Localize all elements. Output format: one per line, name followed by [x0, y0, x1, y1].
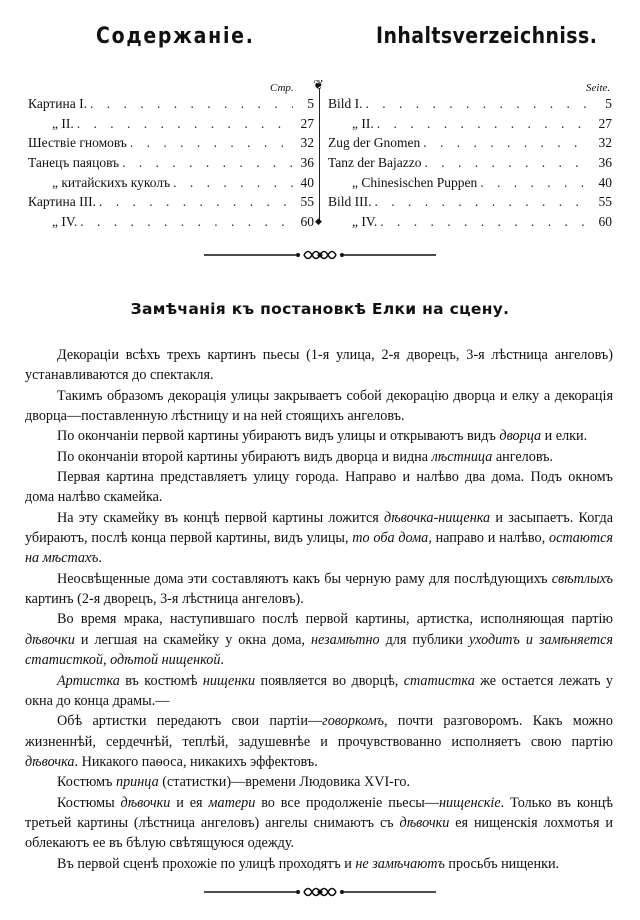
emphasis-text: нищенскіе — [438, 794, 501, 811]
paragraph-text: Первая картина представляетъ улицу города. Направо и налѣво два дома. Подъ окномъ дома налѣво скамейка. — [25, 469, 613, 506]
body-paragraph — [25, 386, 613, 427]
toc-leader-dots — [380, 214, 591, 230]
toc-headings — [0, 24, 640, 60]
paragraph-text: Костюмъ — [57, 774, 116, 791]
emphasis-text: остаются на мѣстахъ — [25, 530, 614, 567]
toc-entry-label: Tanz der Bajazzo — [328, 155, 422, 171]
body-paragraph — [25, 772, 613, 792]
paragraph-text: По окончаніи первой картины убираютъ видъ улицы и открываютъ видъ — [57, 428, 500, 445]
toc-leader-dots — [377, 116, 591, 132]
toc-entry — [28, 135, 314, 155]
body-paragraph — [25, 854, 613, 874]
paragraph-text: , почти разговоромъ. Какъ можно жизненнѣй, сердечнѣй, теплѣй, задушевнѣе и прочувствованно исполняетъ свою партію — [25, 713, 613, 750]
toc-entry — [28, 175, 314, 195]
emphasis-text: статистка — [403, 672, 475, 689]
toc-entry — [28, 194, 314, 214]
emphasis-text: Артистка — [57, 672, 120, 689]
toc-leader-dots — [423, 135, 591, 151]
toc-entry-page: 36 — [300, 155, 314, 171]
toc-entry-label: „ Chinesischen Puppen — [352, 174, 478, 190]
toc-entry — [28, 155, 314, 175]
emphasis-text: лѣстница — [431, 448, 493, 465]
paragraph-text: и елки. — [541, 428, 588, 445]
paragraph-text: Во время мрака, наступившаго послѣ первой картины, артистка, исполняющая партію — [57, 611, 613, 628]
body-paragraph — [25, 711, 613, 772]
ornament-divider-bottom-icon — [200, 884, 440, 900]
toc-entry-page: 55 — [300, 194, 314, 210]
paragraph-text: ея нищенскія лохмотья и облекаютъ ее въ бѣлую свѣтящуюся одежду. — [25, 814, 613, 852]
paragraph-text: для публики — [379, 631, 470, 648]
emphasis-text: принца — [115, 774, 159, 791]
paragraph-text: Костюмы — [57, 794, 121, 811]
paragraph-text: . Только въ концѣ третьей картины (лѣстница ангеловъ) ангелы снимаютъ съ — [25, 794, 614, 831]
toc-entry-page: 60 — [598, 214, 612, 230]
paragraph-text: ангеловъ. — [492, 448, 554, 465]
toc-entry-page: 40 — [300, 174, 314, 190]
paragraph-text: и ея — [170, 794, 209, 811]
toc-entry-label: Bild I. — [328, 96, 363, 111]
emphasis-text: незамѣтно — [310, 631, 380, 648]
toc-entry-page: 60 — [300, 214, 314, 230]
body-paragraph — [25, 508, 613, 569]
emphasis-text: матери — [208, 794, 256, 811]
paragraph-text: Такимъ образомъ декорація улицы закрываетъ собой декорацію дворца и елку а декорація дворца—поставленную лѣстницу и на ней стоящихъ ангеловъ. — [25, 387, 613, 425]
column-divider-flourish-icon: ❦ — [313, 78, 324, 93]
toc-entry — [328, 96, 612, 116]
body-paragraph — [25, 447, 613, 467]
body-paragraph — [25, 671, 613, 712]
paragraph-text: Декораціи всѣхъ трехъ картинъ пьесы (1-я улица, 2-я дворецъ, 3-я лѣстница ангеловъ) устанавливаются до спектакля. — [25, 347, 613, 384]
toc-entry — [328, 194, 612, 214]
paragraph-text: и засыпаетъ. Когда убираютъ, послѣ конца первой картины, видъ улицы, — [25, 509, 613, 547]
emphasis-text: дѣвочки — [399, 814, 450, 831]
emphasis-text: дѣвочка-нищенка — [384, 509, 491, 526]
paragraph-text: , направо и налѣво, — [428, 530, 549, 547]
emphasis-text: свѣтлыхъ — [551, 570, 613, 587]
paragraph-text: . — [98, 550, 102, 567]
paragraph-text: . Никакого паѳоса, никакихъ эффектовъ. — [74, 753, 318, 770]
toc-leader-dots — [375, 194, 592, 210]
emphasis-text: дѣвочки — [120, 794, 171, 811]
toc-entry-page: 5 — [307, 96, 314, 111]
column-divider-end-icon: ◆ — [315, 217, 322, 227]
toc-leader-dots — [366, 96, 591, 112]
body-paragraph — [25, 609, 613, 670]
toc-entry-label: Картина I. — [28, 96, 87, 111]
toc-leader-dots — [173, 175, 293, 191]
toc-entry — [328, 116, 612, 136]
body-paragraph — [25, 569, 613, 610]
paragraph-text: просьбъ нищенки. — [444, 855, 560, 872]
paragraph-text: во все продолженіе пьесы— — [255, 794, 439, 811]
toc-entry — [28, 214, 314, 234]
emphasis-text: нищенки — [202, 672, 256, 689]
toc-entry-page: 32 — [300, 135, 314, 151]
paragraph-text: (статистки)—времени Людовика XVI-го. — [158, 774, 410, 791]
toc-entry — [28, 96, 314, 116]
paragraph-text: картинъ (2-я дворецъ, 3-я лѣстница ангеловъ). — [25, 591, 304, 608]
toc-entry — [328, 135, 612, 155]
emphasis-text: то оба дома — [352, 530, 429, 547]
toc-entry-label: Танецъ паяцовъ — [28, 155, 120, 171]
paragraph-text: появляется во дворцѣ, — [255, 672, 404, 689]
emphasis-text: дѣвочки — [25, 631, 75, 648]
toc-entry — [328, 155, 612, 175]
toc-entry-page: 32 — [598, 135, 612, 151]
toc-entry-label: „ IV. — [352, 214, 378, 230]
paragraph-text: Неосвѣщенные дома эти составляютъ какъ бы черную раму для послѣдующихъ — [57, 570, 552, 587]
toc-leader-dots — [122, 155, 293, 171]
toc-leader-dots — [80, 214, 293, 230]
toc-entry-label: Картина III. — [28, 194, 96, 210]
column-divider — [319, 88, 320, 222]
body-text — [25, 345, 613, 874]
section-title: Замѣчанія къ постановкѣ Елки на сцену. — [130, 300, 510, 318]
ornament-divider-icon — [200, 247, 440, 263]
toc-list-russian — [28, 96, 314, 234]
toc-title-russian: Содержаніе. — [96, 24, 255, 49]
toc-entry-label: Шествіе гномовъ — [28, 135, 127, 151]
paragraph-text: . — [220, 652, 224, 669]
toc-leader-dots — [90, 96, 293, 112]
toc-entry-label: „ IV. — [52, 214, 78, 230]
paragraph-text: По окончаніи второй картины убираютъ видъ дворца и видна — [57, 448, 432, 465]
toc-entry-page: 5 — [605, 96, 612, 111]
toc-entry-page: 36 — [598, 155, 612, 171]
body-paragraph — [25, 426, 613, 446]
toc-leader-dots — [425, 155, 592, 171]
toc-entry-label: Bild III. — [328, 194, 372, 210]
emphasis-text: уходитъ и замѣняется статисткой, одѣтой нищенкой — [25, 631, 613, 669]
toc-list-german — [328, 96, 612, 234]
toc-entry-label: „ II. — [352, 115, 374, 131]
page-column-label-russian: Стр. — [270, 82, 294, 94]
toc-leader-dots — [480, 175, 591, 191]
toc-leader-dots — [99, 194, 293, 210]
toc-entry-page: 27 — [300, 115, 314, 131]
toc-entry-label: Zug der Gnomen — [328, 135, 421, 151]
emphasis-text: не замѣчаютъ — [355, 855, 445, 872]
toc-leader-dots — [130, 135, 293, 151]
paragraph-text: въ костюмѣ — [119, 672, 203, 689]
page-column-label-german: Seite. — [586, 82, 611, 94]
emphasis-text: дворца — [499, 428, 542, 445]
toc-entry — [28, 116, 314, 136]
emphasis-text: дѣвочка — [25, 753, 75, 770]
paragraph-text: На эту скамейку въ концѣ первой картины ложится — [57, 509, 385, 526]
paragraph-text: Въ первой сценѣ прохожіе по улицѣ проходятъ и — [57, 855, 356, 872]
toc-entry-page: 27 — [598, 115, 612, 131]
toc-entry-page: 55 — [598, 194, 612, 210]
toc-title-german: Inhaltsverzeichniss. — [376, 24, 598, 49]
toc-entry-page: 40 — [598, 174, 612, 190]
paragraph-text: и легшая на скамейку у окна дома, — [74, 631, 311, 648]
paragraph-text: Обѣ артистки передаютъ свои партіи— — [57, 713, 323, 730]
body-paragraph — [25, 345, 613, 386]
body-paragraph — [25, 467, 613, 508]
toc-entry-label: „ II. — [52, 115, 74, 131]
toc-entry-label: „ китайскихъ куколъ — [52, 174, 171, 190]
toc-entry — [328, 175, 612, 195]
toc-entry — [328, 214, 612, 234]
body-paragraph — [25, 793, 613, 854]
emphasis-text: говоркомъ — [322, 713, 385, 730]
paragraph-text: же остается лежать у окна до конца драмы.— — [25, 672, 613, 709]
toc-leader-dots — [77, 116, 293, 132]
